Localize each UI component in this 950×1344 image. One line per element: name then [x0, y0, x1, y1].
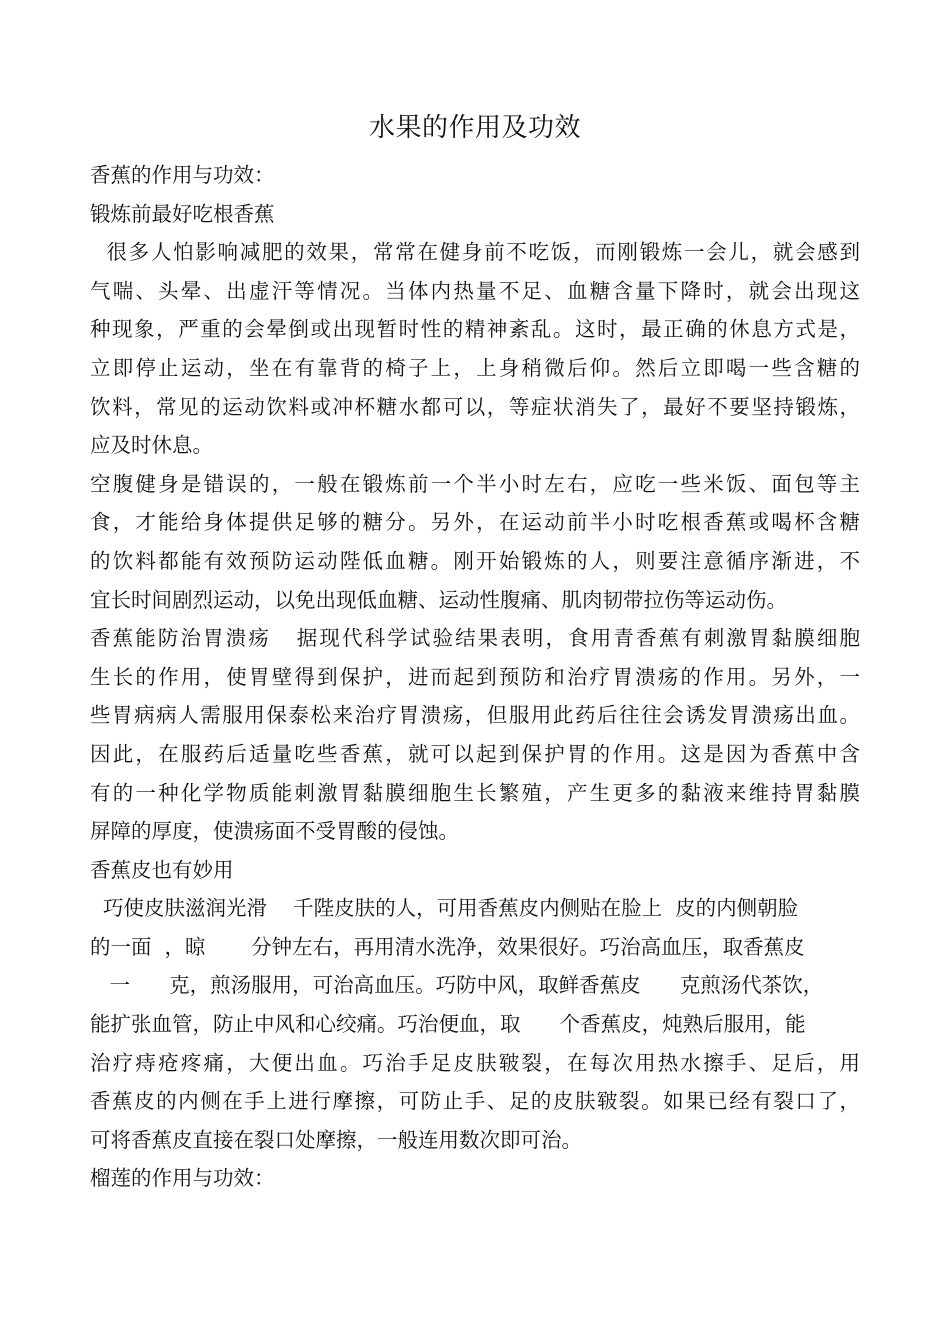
text-line: 饮料，常见的运动饮料或冲杯糖水都可以，等症状消失了，最好不要坚持锻炼， — [90, 394, 860, 419]
text-line: 可将香蕉皮直接在裂口处摩擦，一般连用数次即可治。 — [90, 1127, 582, 1152]
document-page — [90, 100, 860, 1198]
text-line: 一 克，煎汤服用，可治高血压。巧防中风，取鲜香蕉皮 克煎汤代茶饮， — [90, 973, 824, 998]
text-line: 很多人怕影响减肥的效果，常常在健身前不吃饭，而刚锻炼一会儿，就会感到 — [90, 240, 860, 265]
text-line: 香蕉皮也有妙用 — [90, 857, 234, 882]
text-line: 种现象，严重的会晕倒或出现暂时性的精神紊乱。这时，最正确的休息方式是， — [90, 317, 860, 342]
text-line: 空腹健身是错误的，一般在锻炼前一个半小时左右，应吃一些米饭、面包等主 — [90, 471, 860, 496]
text-line: 生长的作用，使胃壁得到保护，进而起到预防和治疗胃溃疡的作用。另外，一 — [90, 664, 860, 689]
text-line: 应及时休息。 — [90, 433, 213, 458]
text-line: 宜长时间剧烈运动，以免出现低血糖、运动性腹痛、肌肉韧带拉伤等运动伤。 — [90, 587, 787, 612]
text-line: 立即停止运动，坐在有靠背的椅子上，上身稍微后仰。然后立即喝一些含糖的 — [90, 355, 860, 380]
text-line: 香蕉能防治胃溃疡 据现代科学试验结果表明，食用青香蕉有刺激胃黏膜细胞 — [90, 626, 860, 651]
document-body — [90, 156, 860, 1198]
text-line: 屏障的厚度，使溃疡面不受胃酸的侵蚀。 — [90, 819, 459, 844]
text-line: 的饮料都能有效预防运动陛低血糖。刚开始锻炼的人，则要注意循序渐进，不 — [90, 548, 860, 573]
text-line: 气喘、头晕、出虚汗等情况。当体内热量不足、血糖含量下降时，就会出现这 — [90, 278, 860, 303]
text-line: 食，才能给身体提供足够的糖分。另外，在运动前半小时吃根香蕉或喝杯含糖 — [90, 510, 860, 535]
text-line: 因此，在服药后适量吃些香蕉，就可以起到保护胃的作用。这是因为香蕉中含 — [90, 741, 860, 766]
text-line: 治疗痔疮疼痛，大便出血。巧治手足皮肤皲裂，在每次用热水擦手、足后，用 — [90, 1050, 860, 1075]
text-line: 榴莲的作用与功效： — [90, 1166, 275, 1191]
text-line: 香蕉的作用与功效： — [90, 163, 275, 187]
text-line: 的一面 ，晾 分钟左右，再用清水洗净，效果很好。巧治高血压，取香蕉皮 — [90, 934, 805, 959]
page-title: 水果的作用及功效 — [368, 113, 581, 143]
text-line: 有的一种化学物质能刺激胃黏膜细胞生长繁殖，产生更多的黏液来维持胃黏膜 — [90, 780, 860, 805]
text-line: 些胃病病人需服用保泰松来治疗胃溃疡，但服用此药后往往会诱发胃溃疡出血。 — [90, 703, 860, 728]
text-line: 能扩张血管，防止中风和心绞痛。巧治便血，取 个香蕉皮，炖熟后服用，能 — [90, 1012, 806, 1037]
text-line: 巧使皮肤滋润光滑 千陛皮肤的人，可用香蕉皮内侧贴在脸上 皮的内侧朝脸 — [90, 896, 799, 921]
text-line: 锻炼前最好吃根香蕉 — [90, 201, 275, 226]
text-line: 香蕉皮的内侧在手上进行摩擦，可防止手、足的皮肤皲裂。如果已经有裂口了， — [90, 1089, 860, 1114]
